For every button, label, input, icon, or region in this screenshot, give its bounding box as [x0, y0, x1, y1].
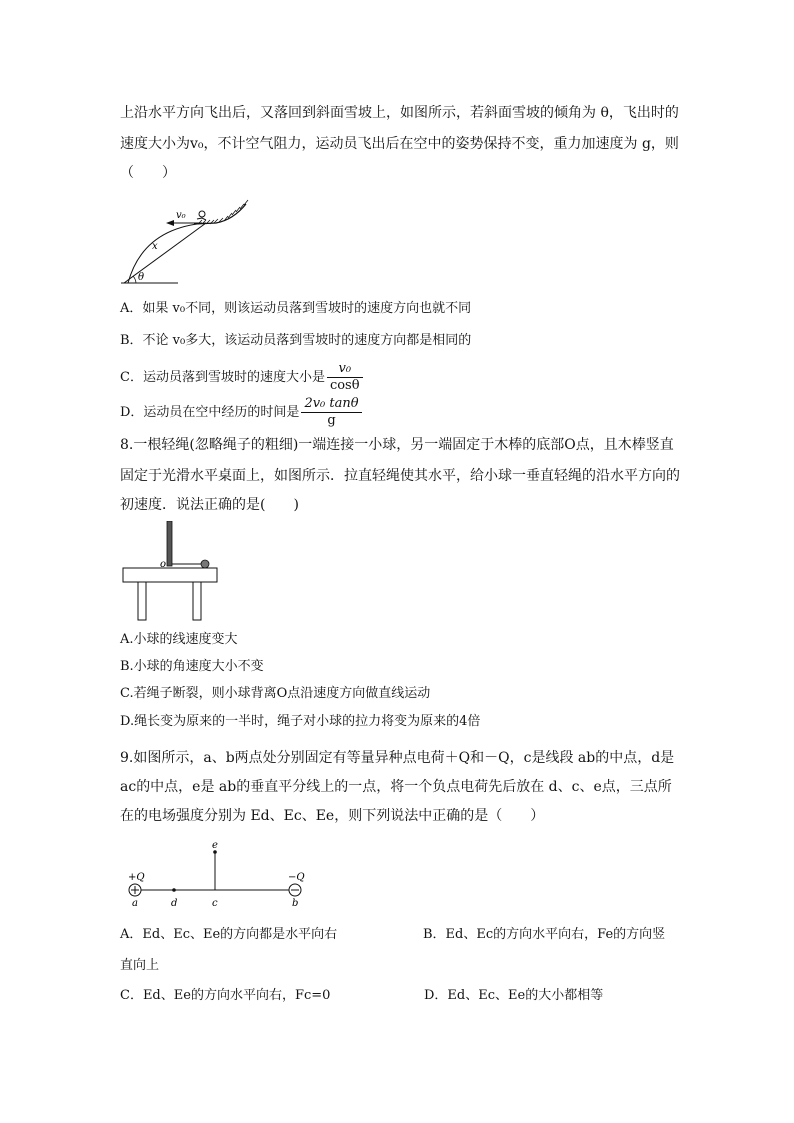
q9-option-d: D．Ed、Ec、Ee的大小都相等	[424, 988, 604, 1003]
q7-option-d	[120, 396, 362, 429]
q7-option-d-numerator: 2v₀ tanθ	[301, 396, 361, 413]
q7-option-b: B．不论 v₀多大，该运动员落到雪坡时的速度方向都是相同的	[120, 333, 472, 348]
point-d-label: d	[171, 898, 178, 909]
q8-option-d: D.绳长变为原来的一半时，绳子对小球的拉力将变为原来的4倍	[120, 714, 481, 729]
q7-option-c	[120, 361, 363, 394]
q8-option-c: C.若绳子断裂，则小球背离O点沿速度方向做直线运动	[120, 686, 431, 701]
q7-option-a: A．如果 v₀不同，则该运动员落到雪坡时的速度方向也就不同	[120, 301, 472, 316]
q7-option-c-numerator: v₀	[327, 361, 363, 378]
q9-stem-line3: 在的电场强度分别为 Ed、Ec、Ee，则下列说法中正确的是（ ）	[120, 808, 545, 824]
q7-option-c-text: C．运动员落到雪坡时的速度大小是	[120, 370, 325, 385]
q9-stem-line1: 9.如图所示，a、b两点处分别固定有等量异种点电荷＋Q和－Q，c是线段 ab的中点，d是	[120, 750, 675, 766]
displacement-label: x	[152, 241, 158, 252]
angle-label: θ	[138, 272, 145, 283]
velocity-label: v₀	[176, 210, 186, 221]
q7-option-d-fraction	[301, 396, 361, 429]
ski-jump-figure	[118, 196, 253, 288]
q8-stem-line2: 固定于光滑水平桌面上，如图所示．拉直轻绳使其水平，给小球一垂直轻绳的沿水平方向的	[120, 468, 680, 484]
q7-option-d-denominator: g	[327, 413, 336, 428]
table-rod-figure	[120, 521, 220, 621]
q7-stem-line1: 上沿水平方向飞出后，又落回到斜面雪坡上，如图所示，若斜面雪坡的倾角为 θ，飞出时的	[120, 105, 679, 121]
minus-q-label: −Q	[288, 872, 305, 883]
q9-stem-line2: ac的中点，e是 ab的垂直平分线上的一点，将一个负点电荷先后放在 d、c、e点，三点所	[120, 779, 672, 795]
point-e-label: e	[212, 840, 218, 851]
q8-stem-line1: 8.一根轻绳(忽略绳子的粗细)一端连接一小球，另一端固定于木棒的底部O点，且木棒竖直	[120, 437, 674, 453]
q9-option-c: C．Ed、Ee的方向水平向右，Fc=0	[120, 988, 331, 1003]
q7-option-c-fraction	[327, 361, 363, 394]
q7-stem-line3: （ ）	[120, 165, 176, 181]
q8-option-a: A.小球的线速度变大	[120, 632, 238, 647]
point-c-label: c	[212, 898, 218, 909]
q9-option-b-line1: B．Ed、Ec的方向水平向右，Fe的方向竖	[423, 927, 666, 942]
plus-q-label: +Q	[128, 872, 145, 883]
point-charges-figure	[122, 838, 318, 910]
point-a-label: a	[132, 898, 138, 909]
q9-option-b-line2: 直向上	[120, 958, 160, 973]
q7-option-d-text: D．运动员在空中经历的时间是	[120, 405, 300, 420]
o-point-label: o	[160, 559, 167, 570]
q7-option-c-denominator: cosθ	[329, 378, 360, 393]
q9-option-a: A．Ed、Ec、Ee的方向都是水平向右	[120, 927, 338, 942]
point-b-label: b	[292, 898, 299, 909]
q7-stem-line2: 速度大小为v₀，不计空气阻力，运动员飞出后在空中的姿势保持不变，重力加速度为 g，则	[120, 136, 679, 152]
q8-option-b: B.小球的角速度大小不变	[120, 659, 264, 674]
q8-stem-line3: 初速度．说法正确的是( )	[120, 497, 299, 513]
